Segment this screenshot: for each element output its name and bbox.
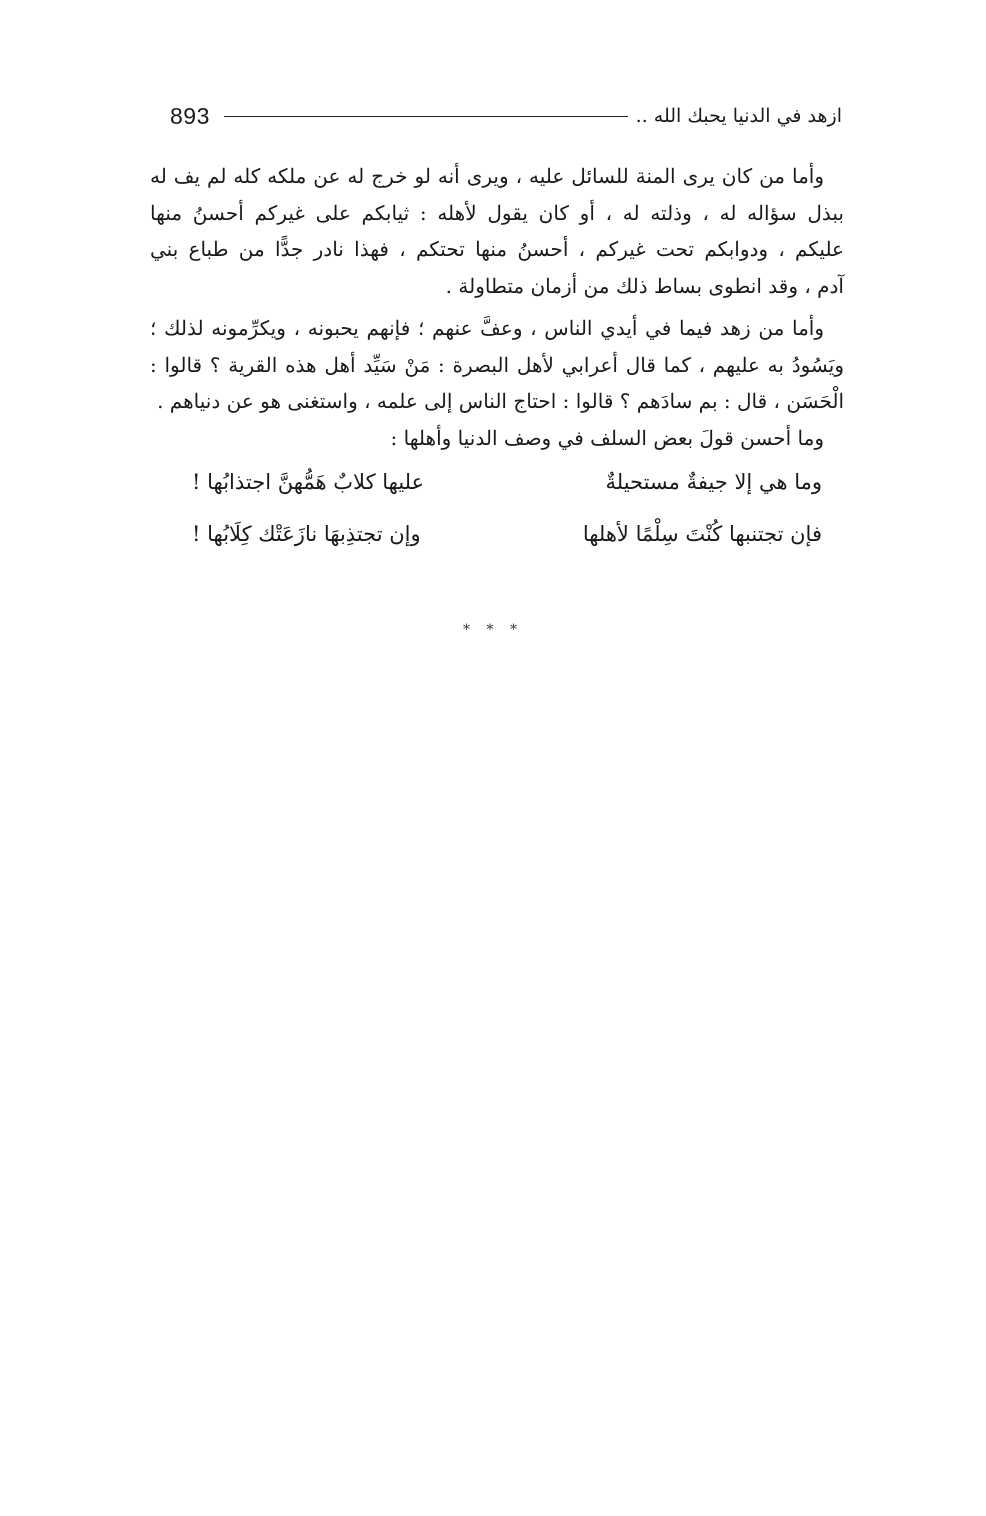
running-title: ازهد في الدنيا يحبك الله .. xyxy=(635,105,842,127)
text-line: ويَسُودُ به عليهم ، كما قال أعرابي لأهل البصرة : مَنْ سَيِّد أهل هذه القرية ؟ قالوا : xyxy=(150,352,845,377)
poem xyxy=(150,464,844,568)
paragraph xyxy=(150,310,844,420)
text-line: عليكم ، ودوابكم تحت غيركم ، أحسنُ منها تحتكم ، فهذا نادر جدًّا من طباع بني xyxy=(150,237,844,261)
text-line: وأما من كان يرى المنة للسائل عليه ، ويرى أنه لو خرج له عن ملكه كله لم يف له xyxy=(150,164,824,188)
hemistich-first: فإن تجتنبها كُنْتَ سِلْمًا لأهلها xyxy=(582,522,822,546)
hemistich-second: وإن تجتذِبهَا نازَعَتْك كِلَابُها ! xyxy=(192,522,421,546)
body-text xyxy=(150,158,844,568)
text-line: وأما من زهد فيما في أيدي الناس ، وعفَّ عنهم ؛ فإنهم يحبونه ، ويكرِّمونه لذلك ؛ xyxy=(150,316,824,340)
section-divider: * * * xyxy=(463,622,523,638)
page-number: 893 xyxy=(170,102,210,129)
poem-intro: وما أحسن قولَ بعض السلف في وصف الدنيا وأهلها : xyxy=(390,425,824,450)
text-line: آدم ، وقد انطوى بساط ذلك من أزمان متطاولة . xyxy=(445,273,844,298)
hemistich-first: وما هي إلا جيفةٌ مستحيلةٌ xyxy=(605,470,822,494)
poem-verse xyxy=(150,464,844,516)
text-line: ببذل سؤاله له ، وذلته له ، أو كان يقول لأهله : ثيابكم على غيركم أحسنُ منها xyxy=(150,200,844,225)
poem-verse xyxy=(150,516,844,568)
hemistich-second: عليها كلابٌ هَمُّهنَّ اجتذابُها ! xyxy=(192,470,425,494)
running-header xyxy=(170,98,842,134)
paragraph xyxy=(150,158,844,304)
text-line: الْحَسَن ، قال : بم سادَهم ؟ قالوا : احتاج الناس إلى علمه ، واستغنى هو عن دنياهم . xyxy=(157,389,844,413)
header-rule xyxy=(224,116,628,117)
